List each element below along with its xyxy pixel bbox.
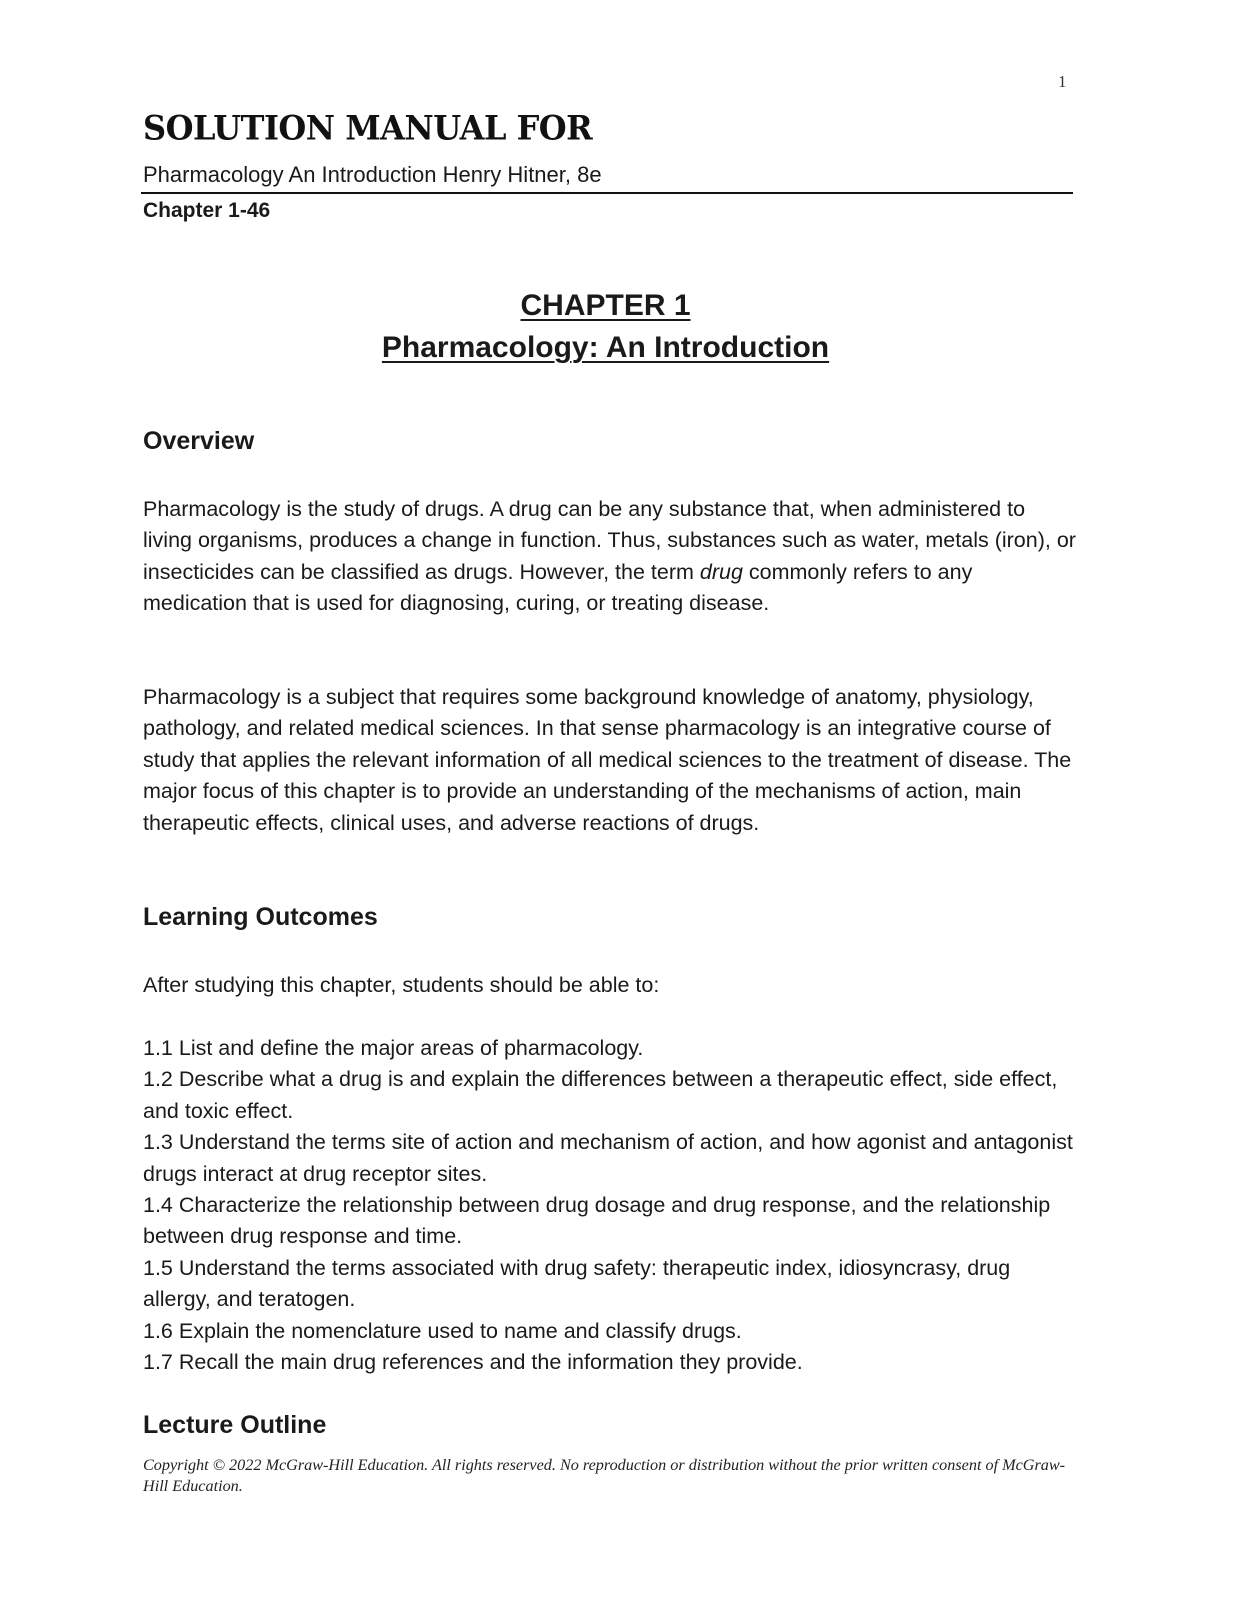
manual-title: SOLUTION MANUAL FOR	[143, 108, 593, 148]
chapter-title: Pharmacology: An Introduction	[381, 331, 830, 364]
overview-text-start: Pharmacology is the study of drugs. A drug can be any substance that, when administered to living organisms, produces a change in function. Thus, substances such as water, metals (iron), or insecticides can be classified as drugs. However, the term	[143, 497, 1076, 584]
learning-outcomes-heading: Learning Outcomes	[143, 903, 378, 931]
learning-outcomes-intro: After studying this chapter, students should be able to:	[143, 973, 660, 997]
overview-text-end: commonly refers to any medication that is used for diagnosing, curing, or treating disease.	[143, 559, 973, 616]
overview-heading: Overview	[143, 427, 255, 455]
list-item: 1.3 Understand the terms site of action and mechanism of action, and how agonist and antagonist drugs interact at drug receptor sites.	[143, 1130, 1073, 1186]
copyright-footer: Copyright © 2022 McGraw-Hill Education. All rights reserved. No reproduction or distribution without the prior written consent of McGraw-Hill Education.	[143, 1456, 1066, 1495]
overview-paragraph-2	[143, 682, 1078, 839]
list-item: 1.2 Describe what a drug is and explain the differences between a therapeutic effect, side effect, and toxic effect.	[143, 1067, 1058, 1123]
book-title: Pharmacology An Introduction Henry Hitner, 8e	[143, 162, 602, 187]
chapter-number: CHAPTER 1	[520, 289, 691, 322]
lecture-outline-heading: Lecture Outline	[143, 1411, 327, 1439]
list-item: 1.5 Understand the terms associated with drug safety: therapeutic index, idiosyncrasy, drug allergy, and teratogen.	[143, 1255, 1011, 1312]
header-divider	[141, 192, 1073, 194]
overview-paragraph-1	[143, 494, 1078, 620]
list-item: 1.4 Characterize the relationship between drug dosage and drug response, and the relationship between drug response and time.	[143, 1193, 1051, 1249]
list-item: 1.1 List and define the major areas of pharmacology.	[143, 1036, 644, 1060]
page-number: 1	[1058, 72, 1067, 91]
chapter-heading	[0, 285, 1211, 369]
overview-italic-term: drug	[699, 559, 743, 584]
list-item: 1.6 Explain the nomenclature used to name and classify drugs.	[143, 1318, 742, 1343]
overview-paragraph-2-text: Pharmacology is a subject that requires some background knowledge of anatomy, physiology, pathology, and related medical sciences. In that sense pharmacology is an integrative course of study that applies the relevant information of all medical sciences to the treatment of disease. The major focus of this chapter is to provide an understanding of the mechanisms of action, main therapeutic effects, clinical uses, and adverse reactions of drugs.	[143, 685, 1072, 835]
list-item: 1.7 Recall the main drug references and the information they provide.	[143, 1350, 803, 1375]
chapter-range: Chapter 1-46	[143, 199, 271, 222]
learning-outcomes-list	[143, 1033, 1078, 1378]
